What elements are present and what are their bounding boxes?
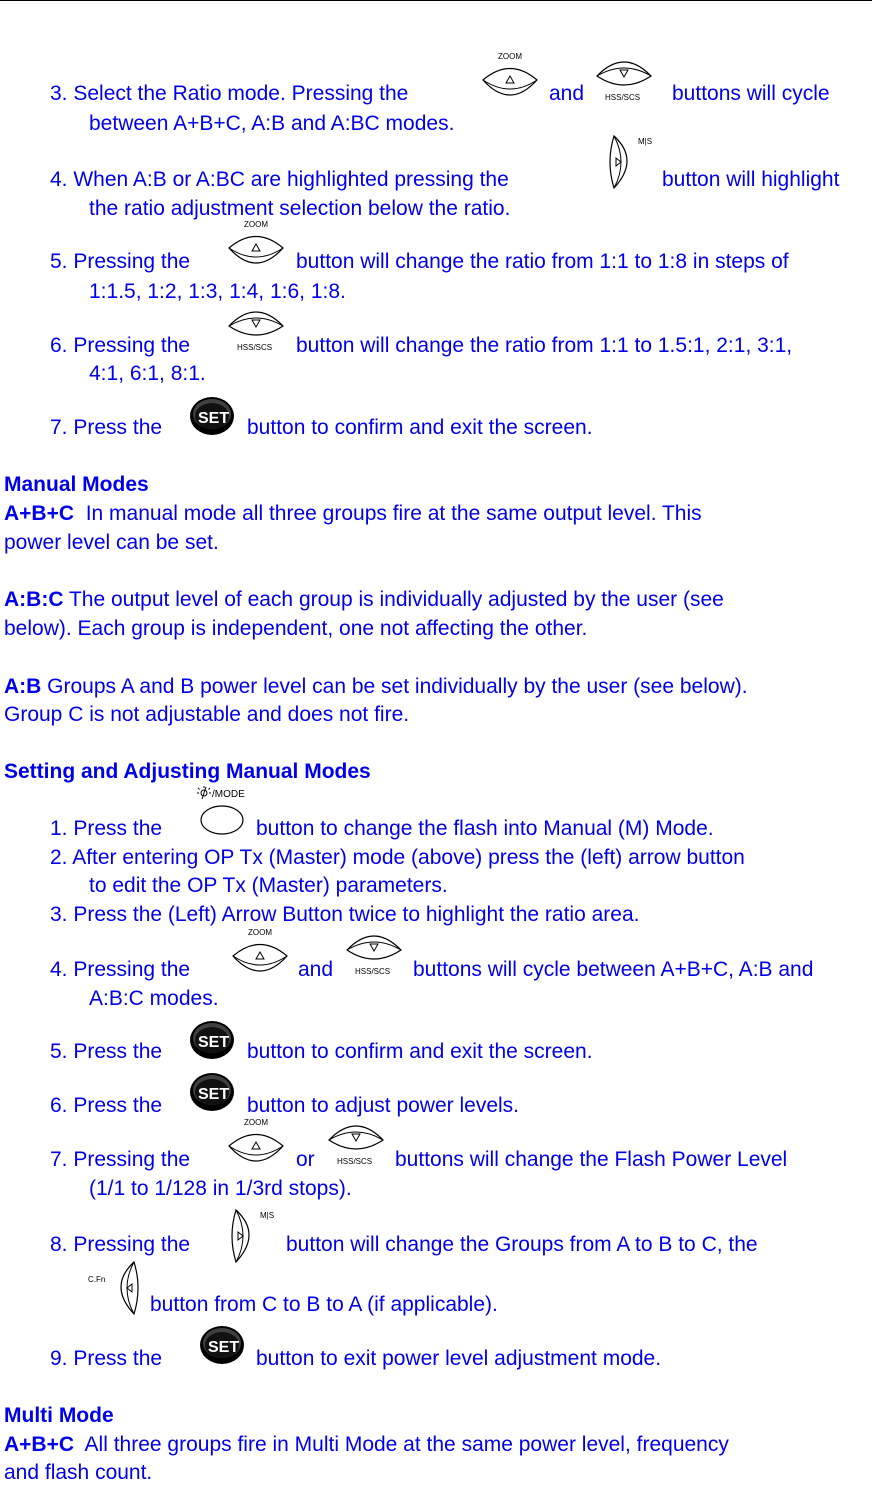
setting-step-5-text-a: 5. Press the: [50, 1040, 163, 1063]
svg-text:HSS/SCS: HSS/SCS: [337, 1157, 373, 1166]
manual-abc-sep-line-1: [4, 588, 724, 612]
zoom-up-button-icon: [230, 928, 292, 984]
manual-modes-heading: Manual Modes: [4, 473, 149, 496]
right-arrow-ms-button-icon: [226, 1208, 282, 1266]
ratio-step-5-text-a: 5. Pressing the: [50, 250, 191, 273]
ratio-step-7-text-b: button to confirm and exit the screen.: [247, 416, 593, 439]
set-button-icon: [188, 1018, 238, 1064]
setting-step-3-text: 3. Press the (Left) Arrow Button twice to highlight the ratio area.: [50, 903, 640, 926]
multi-mode-heading: Multi Mode: [4, 1404, 114, 1427]
setting-step-2-text-a: 2. After entering OP Tx (Master) mode (above) press the (left) arrow button: [50, 846, 745, 869]
svg-text:ZOOM: ZOOM: [248, 928, 272, 937]
setting-manual-heading: Setting and Adjusting Manual Modes: [4, 760, 371, 783]
setting-step-6-text-a: 6. Press the: [50, 1094, 163, 1117]
set-button-icon: [198, 1323, 248, 1369]
right-arrow-ms-button-icon: [604, 134, 660, 192]
setting-step-7-or: or: [296, 1148, 315, 1171]
set-button-icon: [188, 1070, 238, 1116]
svg-text:HSS/SCS: HSS/SCS: [237, 343, 273, 352]
ratio-step-3-text-c: between A+B+C, A:B and A:BC modes.: [89, 112, 455, 135]
manual-ab-desc: Groups A and B power level can be set individually by the user (see below).: [47, 675, 748, 698]
manual-abc-desc: In manual mode all three groups fire at the same output level. This: [85, 502, 702, 525]
setting-step-7-text-c: (1/1 to 1/128 in 1/3rd stops).: [89, 1177, 352, 1200]
svg-text:SET: SET: [198, 1086, 230, 1103]
svg-text:ZOOM: ZOOM: [498, 52, 522, 61]
zoom-up-button-icon: [226, 220, 288, 276]
setting-step-7-text-b: buttons will change the Flash Power Level: [395, 1148, 788, 1171]
top-rule: [0, 0, 872, 1]
svg-text:ZOOM: ZOOM: [244, 220, 268, 229]
ratio-step-7-text-a: 7. Press the: [50, 416, 163, 439]
ratio-step-3-text-b: buttons will cycle: [672, 82, 830, 105]
svg-text:C.Fn: C.Fn: [88, 1275, 106, 1284]
ratio-step-3-and: and: [549, 82, 585, 105]
setting-step-7-text-a: 7. Pressing the: [50, 1148, 191, 1171]
zoom-up-button-icon: [226, 1118, 288, 1174]
multi-abc-term: A+B+C: [4, 1433, 75, 1456]
multi-abc-line-2: and flash count.: [4, 1461, 153, 1484]
setting-step-5-text-b: button to confirm and exit the screen.: [247, 1040, 593, 1063]
ratio-step-4-text-b: button will highlight: [662, 168, 840, 191]
left-arrow-cfn-button-icon: [86, 1260, 148, 1318]
setting-step-2-text-b: to edit the OP Tx (Master) parameters.: [89, 874, 448, 897]
manual-abc-term: A+B+C: [4, 502, 75, 525]
svg-text:SET: SET: [198, 1034, 230, 1051]
zoom-up-button-icon: [480, 52, 542, 108]
svg-text:M|S: M|S: [638, 137, 653, 146]
ratio-step-5-text-c: 1:1.5, 1:2, 1:3, 1:4, 1:6, 1:8.: [89, 280, 346, 303]
svg-text:SET: SET: [208, 1339, 240, 1356]
svg-text:ZOOM: ZOOM: [244, 1118, 268, 1127]
manual-abc-sep-line-2: below). Each group is independent, one not affecting the other.: [4, 617, 588, 640]
setting-step-1-text-b: button to change the flash into Manual (M) Mode.: [256, 817, 714, 840]
manual-ab-term: A:B: [4, 675, 42, 698]
manual-abc-line-2: power level can be set.: [4, 531, 219, 554]
setting-step-4-text-b: buttons will cycle between A+B+C, A:B and: [413, 958, 814, 981]
ratio-step-5-text-b: button will change the ratio from 1:1 to 1:8 in steps of: [296, 250, 789, 273]
setting-step-4-text-a: 4. Pressing the: [50, 958, 191, 981]
ratio-step-6-text-a: 6. Pressing the: [50, 334, 191, 357]
manual-abc-sep-desc: The output level of each group is individually adjusted by the user (see: [68, 588, 724, 611]
hss-down-button-icon: [226, 306, 288, 356]
set-button-icon: [188, 394, 238, 440]
hss-down-button-icon: [326, 1120, 388, 1170]
ratio-step-3-text-a: 3. Select the Ratio mode. Pressing the: [50, 82, 409, 105]
setting-step-8-text-b: button will change the Groups from A to B to C, the: [286, 1233, 758, 1256]
setting-step-9-text-b: button to exit power level adjustment mode.: [256, 1347, 662, 1370]
multi-abc-line-1: [4, 1433, 729, 1457]
setting-step-8-text-a: 8. Pressing the: [50, 1233, 191, 1256]
manual-ab-line-1: [4, 675, 748, 699]
multi-abc-desc: All three groups fire in Multi Mode at the same power level, frequency: [84, 1433, 729, 1456]
svg-text:M|S: M|S: [260, 1211, 275, 1220]
ratio-step-4-text-a: 4. When A:B or A:BC are highlighted pressing the: [50, 168, 509, 191]
setting-step-9-text-a: 9. Press the: [50, 1347, 163, 1370]
setting-step-4-text-c: A:B:C modes.: [89, 987, 219, 1010]
svg-text:HSS/SCS: HSS/SCS: [355, 967, 391, 976]
ratio-step-6-text-c: 4:1, 6:1, 8:1.: [89, 362, 206, 385]
manual-ab-line-2: Group C is not adjustable and does not fire.: [4, 703, 410, 726]
hss-down-button-icon: [344, 930, 406, 980]
svg-text:HSS/SCS: HSS/SCS: [605, 93, 641, 102]
manual-abc-line-1: [4, 502, 702, 526]
setting-step-4-and: and: [298, 958, 334, 981]
ratio-step-4-text-c: the ratio adjustment selection below the ratio.: [89, 197, 511, 220]
svg-text:/MODE: /MODE: [212, 789, 245, 800]
ratio-step-6-text-b: button will change the ratio from 1:1 to 1.5:1, 2:1, 3:1,: [296, 334, 793, 357]
manual-abc-sep-term: A:B:C: [4, 588, 64, 611]
setting-step-1-text-a: 1. Press the: [50, 817, 163, 840]
setting-step-6-text-b: button to adjust power levels.: [247, 1094, 519, 1117]
setting-step-8-text-c: button from C to B to A (if applicable).: [150, 1293, 498, 1316]
hss-down-button-icon: [594, 56, 656, 106]
svg-text:SET: SET: [198, 410, 230, 427]
light-mode-button-icon: [190, 784, 252, 840]
